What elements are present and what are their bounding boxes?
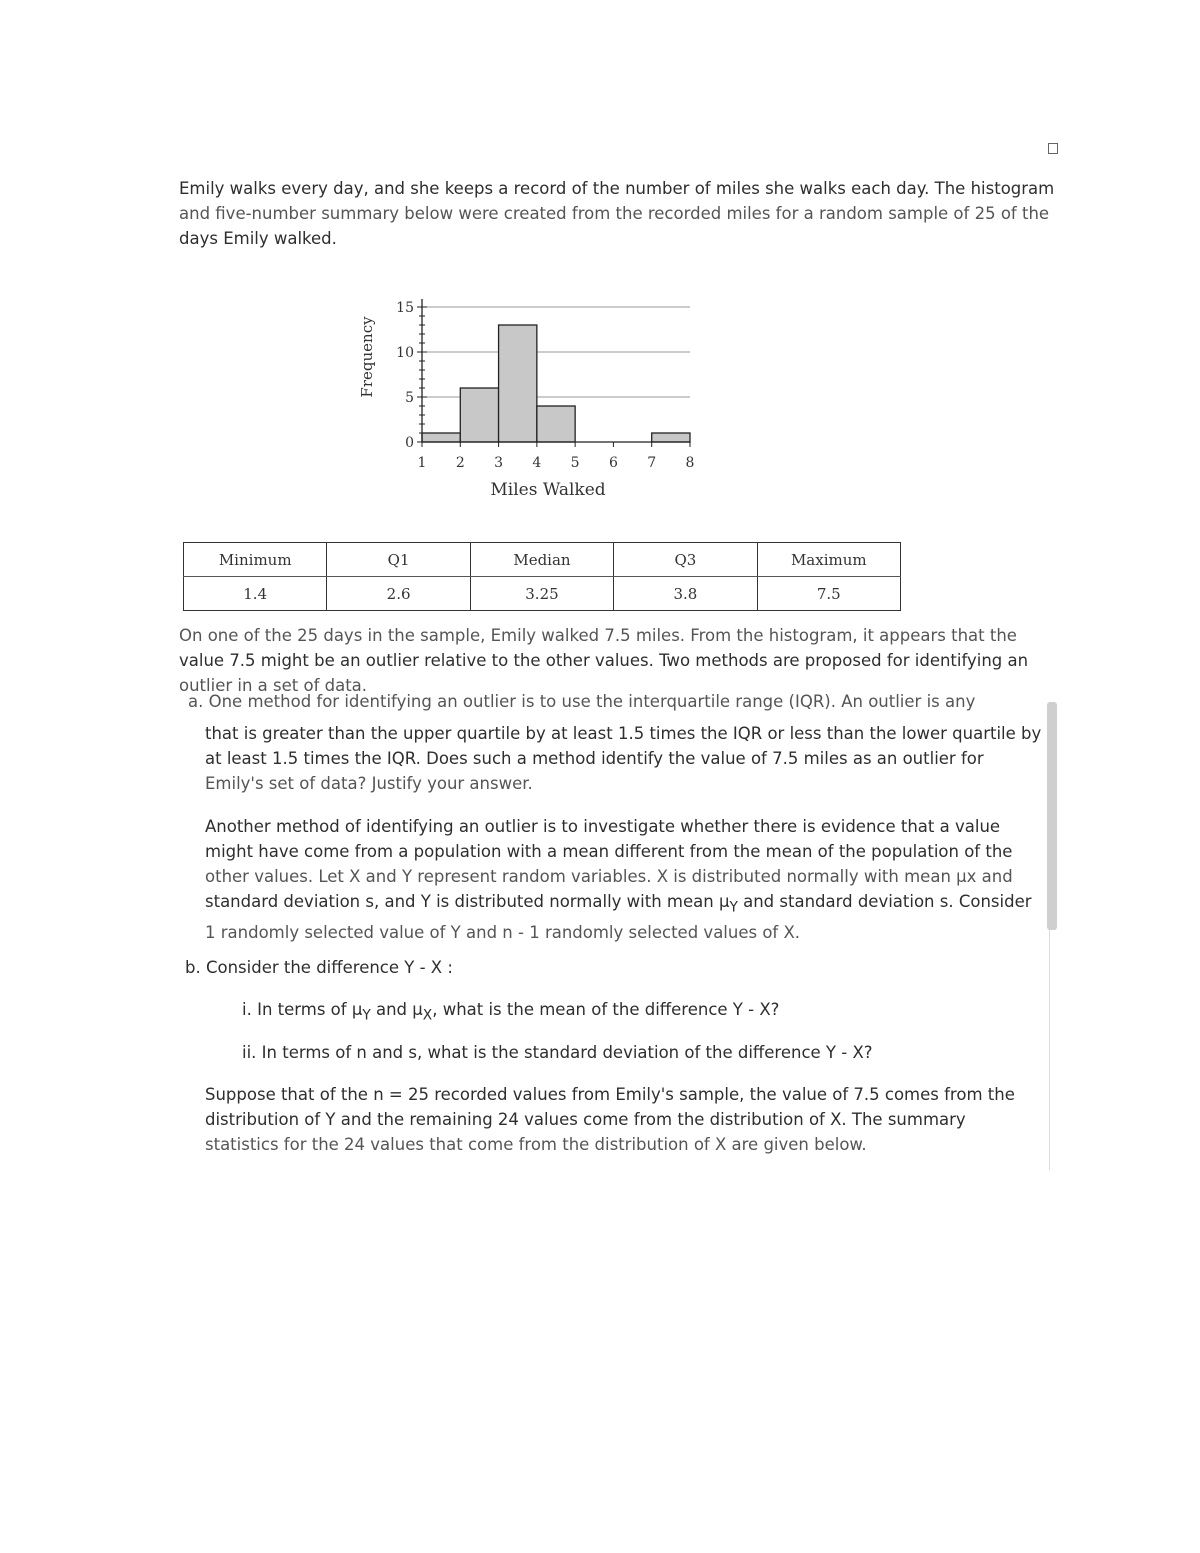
part-b-label: b. Consider the difference Y - X :	[185, 958, 453, 977]
table-header-cell: Median	[470, 543, 613, 577]
y-tick-label: 0	[405, 435, 414, 451]
mu-symbol: μ	[412, 1000, 423, 1019]
x-tick-labels	[418, 455, 695, 471]
y-tick-label: 10	[396, 345, 414, 361]
subscript-x: X	[422, 1007, 433, 1024]
table-header-cell: Maximum	[757, 543, 900, 577]
window-restore-icon[interactable]	[1048, 143, 1058, 154]
x-axis-label: Miles Walked	[490, 480, 606, 500]
table-cell: 2.6	[327, 577, 470, 611]
x-tick-label: 4	[532, 455, 542, 471]
closing-paragraph	[205, 1082, 1015, 1157]
intro-line: days Emily walked.	[179, 229, 337, 248]
histogram-bar	[460, 388, 498, 442]
histogram-bar	[652, 433, 690, 442]
method2-line: standard deviation s, and Y is distributed normally with mean $\mu_Y$ and standard deviation s. Consider	[205, 892, 1032, 916]
x-tick-label: 3	[494, 455, 504, 471]
table-header-cell: Q3	[614, 543, 757, 577]
y-tick-label: 5	[405, 390, 414, 406]
x-tick-label: 1	[417, 455, 427, 471]
intro-line: Emily walks every day, and she keeps a record of the number of miles she walks each day. The histogram	[179, 179, 1055, 198]
table-row	[184, 577, 901, 611]
x-tick-label: 8	[685, 455, 695, 471]
method2-line: might have come from a population with a mean different from the mean of the population of the	[205, 842, 1013, 861]
five-number-summary-table	[183, 542, 901, 611]
mu-symbol: μ	[351, 1000, 363, 1019]
mu-symbol: μ	[718, 892, 730, 911]
table-cell: 7.5	[757, 577, 900, 611]
closing-line: Suppose that of the n = 25 recorded values from Emily's sample, the value of 7.5 comes from the	[205, 1085, 1015, 1104]
closing-line: statistics for the 24 values that come from the distribution of X are given below.	[205, 1135, 867, 1154]
x-tick-label: 7	[647, 455, 657, 471]
x-tick-label: 5	[570, 455, 580, 471]
vertical-scrollbar-thumb[interactable]	[1047, 702, 1057, 930]
method2-line: 1 randomly selected value of Y and n - 1 randomly selected values of X.	[205, 923, 801, 943]
outlier-intro-line: outlier in a set of data.	[179, 676, 368, 695]
closing-line: distribution of Y and the remaining 24 values come from the distribution of X. The summary	[205, 1110, 966, 1129]
outlier-intro-line: On one of the 25 days in the sample, Emily walked 7.5 miles. From the histogram, it appears that the	[179, 626, 1017, 645]
part-a-line: that is greater than the upper quartile by at least 1.5 times the IQR or less than the lower quartile by	[205, 724, 1042, 743]
histogram-bar	[422, 433, 460, 442]
part-b-ii: ii. In terms of n and s, what is the standard deviation of the difference Y - X?	[242, 1043, 873, 1062]
table-cell: 1.4	[184, 577, 327, 611]
table-header-cell: Q1	[327, 543, 470, 577]
subscript-y: Y	[729, 899, 738, 916]
part-a-paragraph	[205, 721, 1041, 796]
intro-line: and five-number summary below were created from the recorded miles for a random sample of 25 of the	[179, 204, 1050, 223]
y-tick-labels	[396, 300, 414, 451]
y-axis-label: Frequency	[358, 316, 376, 398]
outlier-intro-paragraph	[179, 623, 1028, 698]
x-tick-label: 2	[455, 455, 465, 471]
vertical-scrollbar-track[interactable]	[1049, 930, 1050, 1170]
histogram-bar	[537, 406, 575, 442]
chart-grid	[422, 307, 690, 397]
subscript-y: Y	[362, 1007, 371, 1024]
outlier-intro-line: value 7.5 might be an outlier relative to the other values. Two methods are proposed for identifying an	[179, 651, 1029, 670]
part-a-line: a. One method for identifying an outlier is to use the interquartile range (IQR). An outlier is any	[188, 694, 976, 711]
y-tick-label: 15	[396, 300, 414, 316]
table-header-row	[184, 543, 901, 577]
chart-bars	[422, 325, 690, 442]
miles-histogram	[340, 285, 720, 510]
table-cell: 3.8	[614, 577, 757, 611]
method2-line: Another method of identifying an outlier is to investigate whether there is evidence that a value	[205, 817, 1001, 836]
table-header-cell: Minimum	[184, 543, 327, 577]
method2-paragraph	[205, 814, 1032, 945]
intro-paragraph	[179, 176, 1054, 251]
part-a-line: at least 1.5 times the IQR. Does such a method identify the value of 7.5 miles as an outlier for	[205, 749, 984, 768]
method2-line: other values. Let X and Y represent random variables. X is distributed normally with mean μx and	[205, 867, 1013, 886]
part-a-clipped-line	[188, 694, 988, 716]
table-cell: 3.25	[470, 577, 613, 611]
x-tick-label: 6	[608, 455, 618, 471]
part-a-line: Emily's set of data? Justify your answer.	[205, 774, 533, 793]
part-b-i: i. In terms of $\mu_Y$ and $\mu_X$, what is the mean of the difference Y - X?	[242, 1000, 780, 1024]
histogram-bar	[499, 325, 537, 442]
